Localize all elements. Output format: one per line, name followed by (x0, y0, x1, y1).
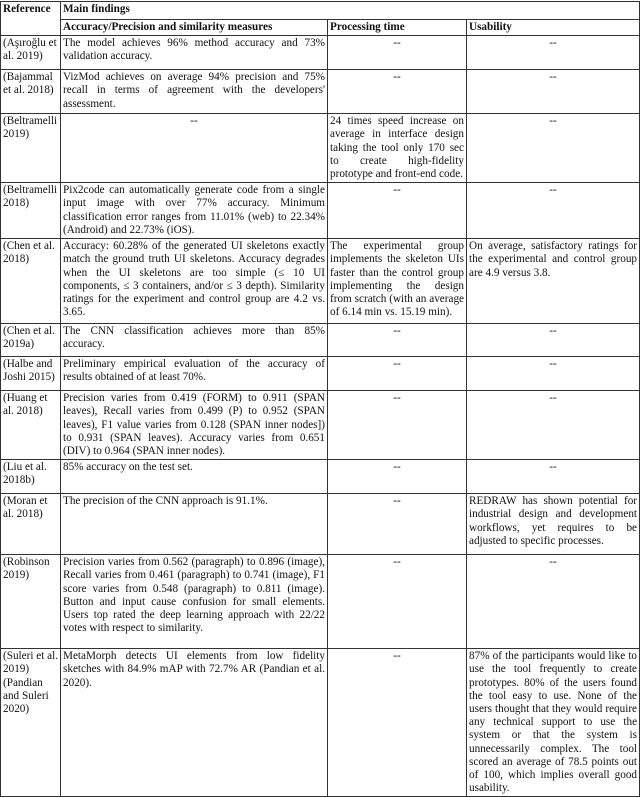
accuracy-cell: The precision of the CNN approach is 91.1%. (61, 494, 328, 555)
reference-cell: (Aşıroğlu et al. 2019) (1, 36, 61, 70)
reference-cell: (Moran et al. 2018) (1, 494, 61, 555)
table-row (1, 494, 640, 555)
accuracy-cell: 85% accuracy on the test set. (61, 460, 328, 494)
accuracy-cell: Accuracy: 60.28% of the generated UI skeletons exactly match the ground truth UI skeletons. Accuracy degrades when the UI skeletons are too simple (≤ 10 UI components, ≤ 3 containers, and/or ≤ 3 depth). Similarity ratings for the experiment and control group are 4.2 vs. 3.65. (61, 239, 328, 324)
reference-cell: (Robinson 2019) (1, 555, 61, 649)
table-row (1, 391, 640, 460)
accuracy-cell: Pix2code can automatically generate code from a single input image with over 77% accuracy. Minimum classification error ranges from 11.01% (web) to 22.34% (Android) and 22.73% (iOS). (61, 183, 328, 239)
table-row (1, 70, 640, 114)
usability-cell: -- (467, 555, 640, 649)
processing-time-cell: -- (328, 649, 467, 797)
table-row (1, 239, 640, 324)
usability-cell: -- (467, 324, 640, 357)
processing-time-cell: -- (328, 70, 467, 114)
processing-time-cell: -- (328, 391, 467, 460)
usability-cell: -- (467, 114, 640, 183)
reference-cell: (Huang et al. 2018) (1, 391, 61, 460)
accuracy-cell: The CNN classification achieves more than 85% accuracy. (61, 324, 328, 357)
header-reference: Reference (1, 2, 61, 36)
reference-cell: (Beltramelli 2018) (1, 183, 61, 239)
usability-cell: -- (467, 36, 640, 70)
usability-cell: -- (467, 391, 640, 460)
usability-cell: -- (467, 460, 640, 494)
table-row (1, 357, 640, 391)
usability-cell: REDRAW has shown potential for industrial design and development workflows, yet requires to be adjusted to specific processes. (467, 494, 640, 555)
processing-time-cell: -- (328, 183, 467, 239)
header-accuracy: Accuracy/Precision and similarity measures (61, 20, 328, 36)
accuracy-cell: -- (61, 114, 328, 183)
usability-cell: -- (467, 70, 640, 114)
processing-time-cell: 24 times speed increase on average in interface design taking the tool only 170 sec to create high-fidelity prototype and front-end code. (328, 114, 467, 183)
processing-time-cell: -- (328, 36, 467, 70)
accuracy-cell: Preliminary empirical evaluation of the accuracy of results obtained of at least 70%. (61, 357, 328, 391)
usability-cell: -- (467, 357, 640, 391)
table-row (1, 114, 640, 183)
accuracy-cell: Precision varies from 0.419 (FORM) to 0.911 (SPAN leaves), Recall varies from 0.499 (P) to 0.952 (SPAN leaves), F1 value varies from 0.128 (SPAN inner nodes]) to 0.931 (SPAN leaves). Accuracy varies from 0.651 (DIV) to 0.964 (SPAN inner nodes). (61, 391, 328, 460)
findings-table (0, 1, 640, 797)
processing-time-cell: The experimental group implements the skeleton UIs faster than the control group implementing the design from scratch (with an average of 6.14 min vs. 15.19 min). (328, 239, 467, 324)
usability-cell: On average, satisfactory ratings for the experimental and control group are 4.9 versus 3.8. (467, 239, 640, 324)
table-row (1, 324, 640, 357)
reference-cell: (Suleri et al. 2019) (Pandian and Suleri 2020) (1, 649, 61, 797)
accuracy-cell: VizMod achieves on average 94% precision and 75% recall in terms of agreement with the developers' assessment. (61, 70, 328, 114)
processing-time-cell: -- (328, 357, 467, 391)
reference-cell: (Chen et al. 2018) (1, 239, 61, 324)
processing-time-cell: -- (328, 324, 467, 357)
table-row (1, 649, 640, 797)
reference-cell: (Bajammal et al. 2018) (1, 70, 61, 114)
header-processing-time: Processing time (328, 20, 467, 36)
reference-cell: (Chen et al. 2019a) (1, 324, 61, 357)
table-row (1, 36, 640, 70)
header-main-findings: Main findings (61, 2, 640, 20)
reference-cell: (Halbe and Joshi 2015) (1, 357, 61, 391)
reference-cell: (Beltramelli 2019) (1, 114, 61, 183)
usability-cell: 87% of the participants would like to use the tool frequently to create prototypes. 80% of the users found the tool easy to use. None of the users thought that they would require any technical support to use the system or that the system is unnecessarily complex. The tool scored an average of 78.5 points out of 100, which implies overall good usability. (467, 649, 640, 797)
reference-cell: (Liu et al. 2018b) (1, 460, 61, 494)
table-row (1, 183, 640, 239)
processing-time-cell: -- (328, 460, 467, 494)
accuracy-cell: MetaMorph detects UI elements from low fidelity sketches with 84.9% mAP with 72.7% AR (Pandian et al. 2020). (61, 649, 328, 797)
accuracy-cell: The model achieves 96% method accuracy and 73% validation accuracy. (61, 36, 328, 70)
processing-time-cell: -- (328, 555, 467, 649)
table-row (1, 460, 640, 494)
header-usability: Usability (467, 20, 640, 36)
table-row (1, 555, 640, 649)
processing-time-cell: -- (328, 494, 467, 555)
usability-cell: -- (467, 183, 640, 239)
accuracy-cell: Precision varies from 0.562 (paragraph) to 0.896 (image), Recall varies from 0.461 (paragraph) to 0.741 (image), F1 score varies from 0.548 (paragraph) to 0.811 (image). Button and input cause confusion for small elements. Users top rated the deep learning approach with 22/22 votes with respect to similarity. (61, 555, 328, 649)
